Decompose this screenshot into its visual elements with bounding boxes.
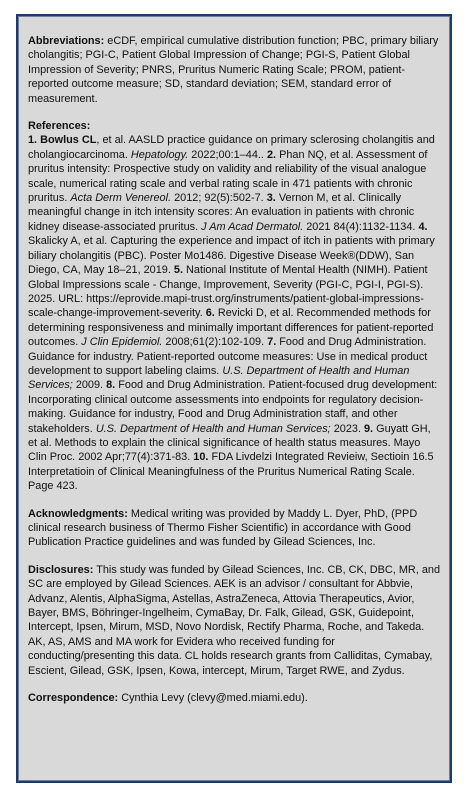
- reference-number: 4.: [418, 220, 428, 233]
- reference-tail: 2012; 92(5):502-7.: [171, 192, 264, 205]
- reference-number: 10.: [193, 451, 209, 464]
- reference-journal: J Am Acad Dermatol.: [201, 220, 304, 233]
- disclosures-label: Disclosures:: [28, 563, 94, 576]
- reference-tail: 2023.: [330, 422, 361, 435]
- reference-tail: 2021 84(4):1132-1134.: [303, 220, 416, 233]
- reference-journal: U.S. Department of Health and Human Services;: [95, 422, 331, 435]
- reference-number: 7.: [267, 336, 277, 349]
- abbreviations-label: Abbreviations:: [28, 35, 105, 47]
- reference-tail: 2009.: [72, 379, 104, 392]
- references-section: [28, 119, 440, 494]
- reference-number: 3.: [266, 192, 276, 205]
- disclosures-section: [28, 563, 440, 678]
- reference-number: 9.: [364, 422, 374, 435]
- reference-journal: J Clin Epidemiol.: [81, 336, 163, 349]
- reference-text: National Institute of Mental Health (NIMH). Patient Global Impressions scale - Change, Improvement, Severity (PGI-C, PGI-I, PGI-S). 2025. URL: https://eprovide.mapi-trust.org/instruments/patient-global-impressions-scale-change-improvement-severity.: [28, 264, 428, 320]
- reference-text: Phan NQ, et al. Assessment of pruritus intensity: Prospective study on validity and reliability of the visual analogue scale, numerical rating scale and verbal rating scale in 471 patients with chronic pruritus.: [28, 148, 428, 205]
- acknowledgments-label: Acknowledgments:: [28, 507, 128, 520]
- disclosures-text: This study was funded by Gilead Sciences, Inc. CB, CK, DBC, MR, and SC are employed by Gilead Sciences. AEK is an advisor / consultant for Abbvie, Advanz, Alentis, AlphaSigma, Astellas, AstraZeneca, Attovia Therapeutics, Avior, Bayer, BMS, Böhringer-Ingelheim, CymaBay, Dr. Falk, Gilead, GSK, Guidepoint, Intercept, Ipsen, Mirum, MSD, Novo Nordisk, Rectify Pharma, Roche, and Takeda. AK, AS, AMS and MA work for Evidera who received funding for conducting/presenting this data. CL holds research grants from Calliditas, Cymabay, Escient, Gilead, GSK, Ipsen, Kowa, intercept, Mirum, Target RWE, and Zydus.: [28, 563, 441, 677]
- reference-text: , et al. AASLD practice guidance on primary sclerosing cholangitis and cholangiocarcinoma.: [28, 134, 435, 161]
- reference-tail: 2022;00:1–44..: [188, 148, 264, 161]
- reference-number: 2.: [266, 148, 277, 161]
- reference-number: 6.: [205, 307, 215, 320]
- reference-journal: U.S. Department of Health and Human Services;: [28, 364, 410, 392]
- reference-number: 5.: [173, 264, 184, 277]
- references-panel: [16, 14, 452, 783]
- reference-text: Revicki D, et al. Recommended methods for determining responsiveness and minimally important differences for patient-reported outcomes.: [28, 307, 434, 349]
- abbreviations-section: [28, 34, 440, 106]
- references-list: [28, 134, 437, 492]
- acknowledgments-section: [28, 507, 440, 550]
- correspondence-section: [28, 691, 440, 705]
- reference-text: Vernon M, et al. Clinically meaningful change in itch intensity scores: An evaluation in patients with chronic kidney disease-associated pruritus.: [28, 192, 415, 233]
- reference-number: 1.: [28, 134, 38, 147]
- references-label: References:: [28, 120, 91, 133]
- reference-tail: 2008;61(2):102-109.: [162, 336, 265, 349]
- reference-text: Skalicky A, et al. Capturing the experience and impact of itch in patients with primary biliary cholangitis (PBC). Poster Mo1486. Digestive Disease Week®(DDW), San Diego, CA, May 18–21, 2019.: [28, 235, 435, 277]
- reference-text: Food and Drug Administration. Patient-focused drug development: Incorporating clinical outcome assessments into endpoints for regulatory decision-making. Guidance for industry, Food and Drug Administration staff, and other stakeholders.: [28, 379, 438, 435]
- abbreviations-text: eCDF, empirical cumulative distribution function; PBC, primary biliary cholangitis; PGI-C, Patient Global Impression of Change; PGI-S, Patient Global Impression of Severity; PNRS, Pruritus Numeric Rating Scale; PROM, patient-reported outcome measure; SD, standard deviation; SEM, standard error of measurement.: [28, 35, 439, 105]
- reference-author: Bowlus CL: [40, 134, 97, 147]
- correspondence-text: Cynthia Levy (clevy@med.miami.edu).: [118, 692, 308, 705]
- reference-text: FDA Livdelzi Integrated Revieiw, Sectioin 16.5 Interpretatioin of Clinical Meaningfulness of the Pruritus Numerical Rating Scale. Page 423.: [28, 451, 434, 493]
- reference-number: 8.: [106, 379, 116, 392]
- correspondence-label: Correspondence:: [28, 692, 119, 705]
- acknowledgments-text: Medical writing was provided by Maddy L. Dyer, PhD, (PPD clinical research business of Thermo Fisher Scientific) in accordance with Good Publication Practice guidelines and was funded by Gilead Sciences, Inc.: [28, 507, 418, 549]
- reference-journal: Hepatology.: [130, 148, 189, 161]
- reference-text: Food and Drug Administration. Guidance for industry. Patient-reported outcome measures: Use in medical product development to support labeling claims.: [28, 336, 428, 377]
- reference-text: Guyatt GH, et al. Methods to explain the clinical significance of health status measures. Mayo Clin Proc. 2002 Apr;77(4):371-83.: [28, 422, 431, 464]
- reference-journal: Acta Derm Venereol.: [70, 192, 172, 205]
